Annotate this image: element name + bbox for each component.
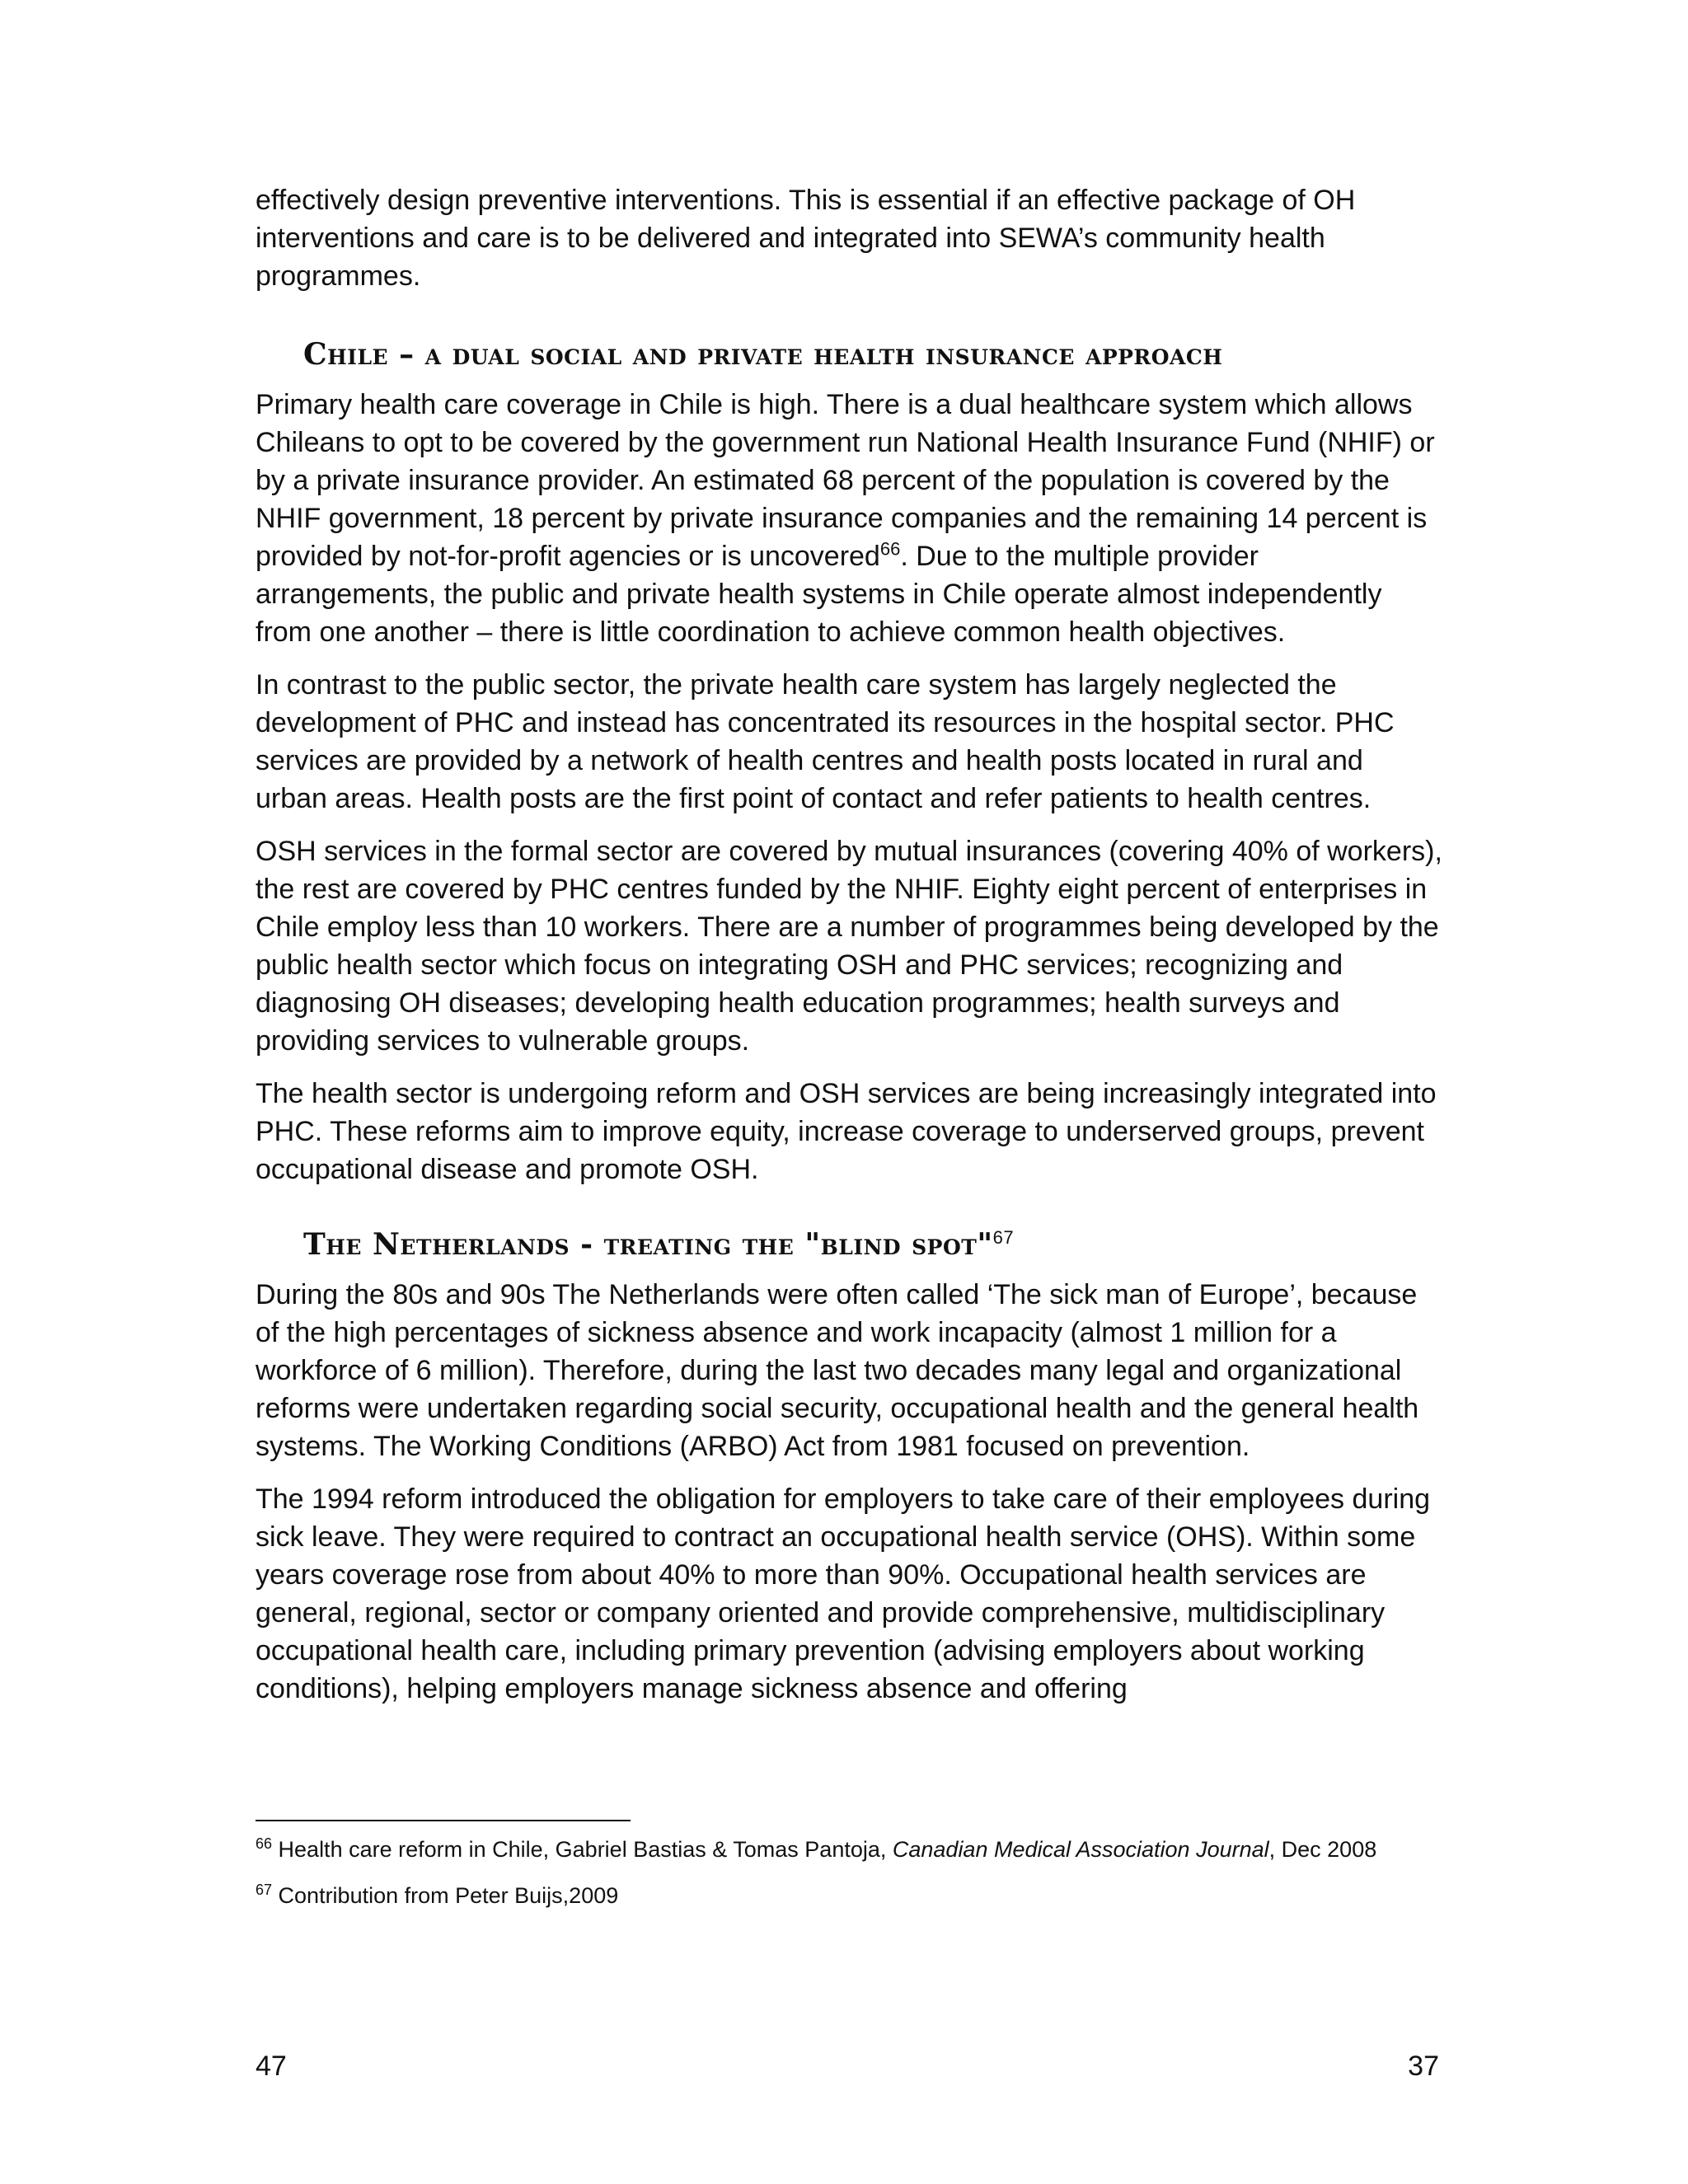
footnote-ref-67[interactable]: 67: [992, 1227, 1015, 1248]
netherlands-paragraph-1: During the 80s and 90s The Netherlands were often called ‘The sick man of Europe’, because of the high percentages of sickness absence and work incapacity (almost 1 million for a workforce of 6 million). Therefore, during the last two decades many legal and organizational reforms were undertaken regarding social security, occupational health and the general health systems. The Working Conditions (ARBO) Act from 1981 focused on prevention.: [256, 1279, 1419, 1462]
page-body: [256, 181, 1442, 1722]
intro-paragraph: effectively design preventive interventions. This is essential if an effective package of OH interventions and care is to be delivered and integrated into SEWA’s community health programmes.: [256, 185, 1356, 292]
chile-heading: Chile – a dual social and private health insurance approach: [303, 337, 1223, 372]
chile-paragraph-3: OSH services in the formal sector are covered by mutual insurances (covering 40% of workers), the rest are covered by PHC centres funded by the NHIF. Eighty eight percent of enterprises in Chile employ less than 10 workers. There are a number of programmes being developed by the public health sector which focus on integrating OSH and PHC services; recognizing and diagnosing OH diseases; developing health education programmes; health surveys and providing services to vulnerable groups.: [256, 836, 1442, 1057]
footnote-66-date: , Dec 2008: [1268, 1837, 1377, 1862]
chile-paragraph-1: [256, 386, 1442, 651]
footnote-divider: [256, 1820, 631, 1821]
netherlands-heading-text: The Netherlands - treating the "blind spot": [303, 1227, 993, 1262]
footnote-66-text: Health care reform in Chile, Gabriel Bastias & Tomas Pantoja,: [272, 1837, 893, 1862]
chile-paragraph-2: In contrast to the public sector, the private health care system has largely neglected the development of PHC and instead has concentrated its resources in the hospital sector. PHC services are provided by a network of health centres and health posts located in rural and urban areas. Health posts are the first point of contact and refer patients to health centres.: [256, 669, 1395, 814]
footnote-66-number: 66: [256, 1835, 273, 1852]
netherlands-paragraph-2: The 1994 reform introduced the obligation for employers to take care of their employees during sick leave. They were required to contract an occupational health service (OHS). Within some years coverage rose from about 40% to more than 90%. Occupational health services are general, regional, sector or company oriented and provide comprehensive, multidisciplinary occupational health care, including primary prevention (advising employers about working conditions), helping employers manage sickness absence and offering: [256, 1483, 1431, 1704]
netherlands-heading: [303, 1225, 1442, 1264]
page-number-left: 47: [256, 2050, 287, 2082]
chile-paragraph-4: The health sector is undergoing reform and OSH services are being increasingly integrated into PHC. These reforms aim to improve equity, increase coverage to underserved groups, prevent occupational disease and promote OSH.: [256, 1078, 1437, 1185]
page-number-right: 37: [1408, 2050, 1439, 2082]
footnote-66-journal: Canadian Medical Association Journal: [892, 1837, 1269, 1862]
footnote-67-number: 67: [256, 1882, 273, 1898]
footnote-67-text: Contribution from Peter Buijs,2009: [272, 1883, 619, 1908]
chile-p1-text: Primary health care coverage in Chile is high. There is a dual healthcare system which allows Chileans to opt to be covered by the government run National Health Insurance Fund (NHIF) or by a private insurance provider. An estimated 68 percent of the population is covered by the NHIF government, 18 percent by private insurance companies and the remaining 14 percent is provided by not-for-profit agencies or is uncovered: [256, 389, 1435, 572]
chile-p1-text-cont: . Due to the multiple provider arrangements, the public and private health systems in Chile operate almost independently from one another – there is little coordination to achieve common health objectives.: [256, 541, 1382, 648]
footnote-ref-66[interactable]: 66: [879, 538, 901, 560]
footnote-66: [256, 1834, 1442, 1865]
footnotes: [256, 1834, 1442, 1926]
footnote-67: [256, 1880, 1442, 1911]
